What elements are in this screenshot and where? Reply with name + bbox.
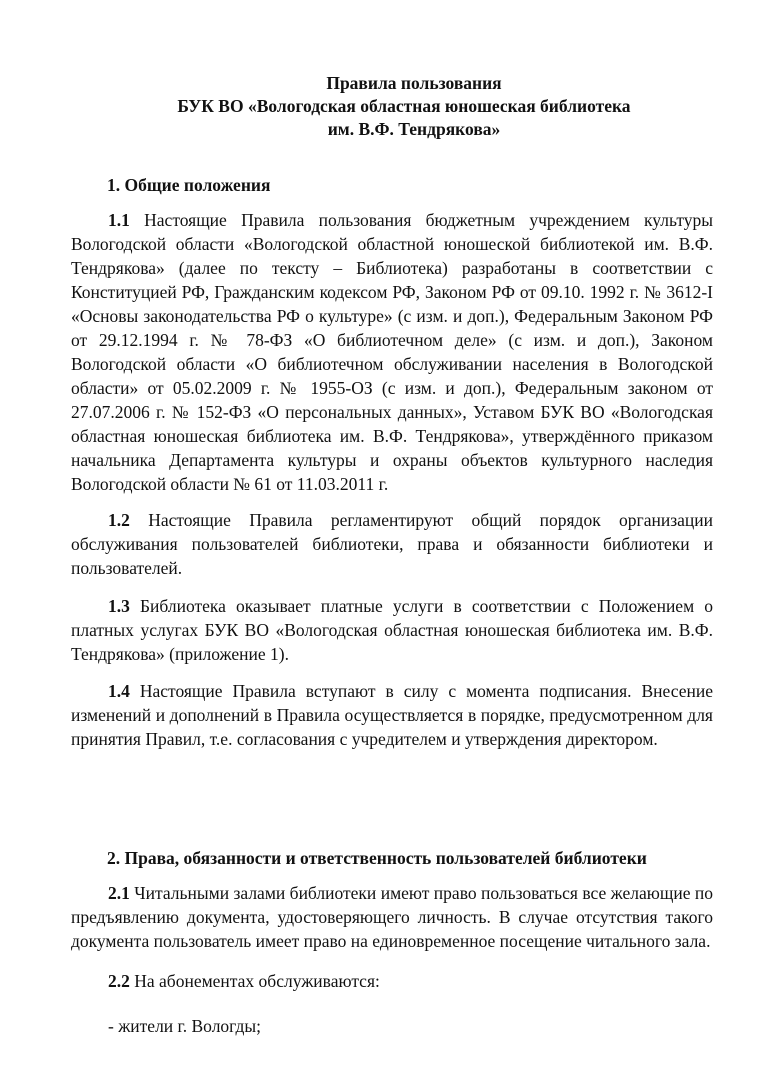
list-item: - жители г. Вологды; — [108, 1016, 262, 1036]
section-1-heading: 1. Общие положения — [107, 175, 271, 195]
title-line-3: им. В.Ф. Тендрякова» — [327, 119, 501, 139]
paragraph-number: 1.3 — [108, 596, 130, 616]
paragraph-1-4 — [71, 679, 713, 751]
paragraph-1-2 — [71, 508, 713, 580]
paragraph-text: Настоящие Правила вступают в силу с момента подписания. Внесение изменений и дополнений в Правила осуществляется в порядке, предусмотренном для принятия Правил, т.е. согласования с учредителем и утверждения директором. — [71, 681, 713, 749]
paragraph-text: На абонементах обслуживаются: — [134, 971, 380, 991]
paragraph-number: 2.1 — [108, 883, 130, 903]
paragraph-number: 1.4 — [108, 681, 130, 701]
paragraph-2-2 — [108, 969, 380, 993]
paragraph-text: Настоящие Правила пользования бюджетным учреждением культуры Вологодской области «Вологодской областной юношеской библиотекой им. В.Ф. Тендрякова» (далее по тексту – Библиотека) разработаны в соответствии с Конституцией РФ, Гражданским кодексом РФ, Законом РФ от 09.10. 1992 г. № 3612-I «Основы законодательства РФ о культуре» (с изм. и доп.), Федеральным Законом РФ от 29.12.1994 г. № 78-ФЗ «О библиотечном деле» (с изм. и доп.), Законом Вологодской области «О библиотечном обслуживании населения в Вологодской области» от 05.02.2009 г. № 1955-ОЗ (с изм. и доп.), Федеральным законом от 27.07.2006 г. № 152-ФЗ «О персональных данных», Уставом БУК ВО «Вологодская областная юношеская библиотека им. В.Ф. Тендрякова», утверждённого приказом начальника Департамента культуры и охраны объектов культурного наследия Вологодской области № 61 от 11.03.2011 г. — [71, 210, 714, 494]
paragraph-number: 1.1 — [108, 210, 130, 230]
paragraph-number: 2.2 — [108, 971, 130, 991]
title-line-1: Правила пользования — [326, 73, 502, 93]
paragraph-text: Читальными залами библиотеки имеют право пользоваться все желающие по предъявлению документа, удостоверяющего личность. В случае отсутствия такого документа пользователь имеет право на единовременное посещение читального зала. — [71, 883, 713, 951]
title-line-2: БУК ВО «Вологодская областная юношеская библиотека — [177, 96, 631, 116]
paragraph-text: Библиотека оказывает платные услуги в соответствии с Положением о платных услугах БУК ВО «Вологодская областная юношеская библиотека им. В.Ф. Тендрякова» (приложение 1). — [71, 596, 714, 664]
section-2-heading: 2. Права, обязанности и ответственность пользователей библиотеки — [107, 848, 647, 868]
paragraph-1-3 — [71, 594, 713, 666]
paragraph-number: 1.2 — [108, 510, 130, 530]
document-title — [0, 72, 768, 141]
paragraph-1-1 — [71, 208, 713, 496]
paragraph-2-1 — [71, 881, 713, 953]
paragraph-text: Настоящие Правила регламентируют общий порядок организации обслуживания пользователей библиотеки, права и обязанности библиотеки и пользователей. — [71, 510, 714, 578]
